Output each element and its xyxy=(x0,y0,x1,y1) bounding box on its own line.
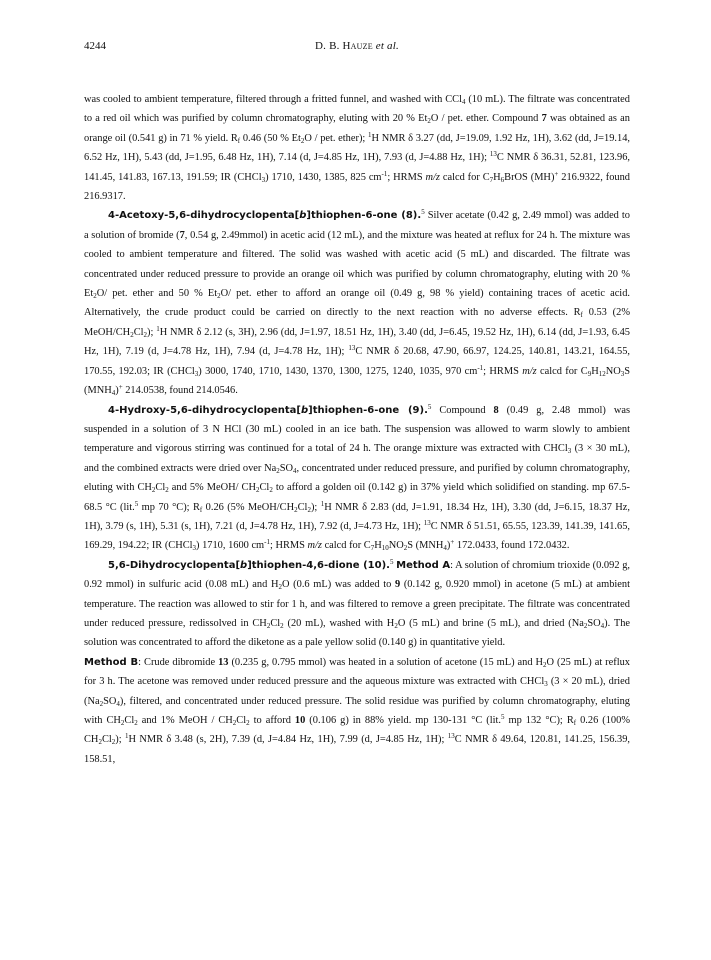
running-header xyxy=(84,40,630,56)
paragraph-compound-8: 4-Acetoxy-5,6-dihydrocyclopenta[b]thiophen-6-one (8).$^5$ Silver acetate (0.42 g, 2.49 mmol) was added to a solution of bromide (7, 0.54 g, 2.49mmol) in acetic acid (12 mL), and the mixture was heated at reflux for 24 h. The mixture was cooled to ambient temperature and filtered. The solid was washed with acetic acid (5 mL) and discarded. The filtrate was concentrated under reduced pressure to provide an orange oil which was purified by column chromatography, eluting with 20 % $Et_2O/$ pet. ether and 50 % $Et_2O/$ pet. ether to afford an orange oil (0.49 g, 98 % yield) containing traces of acetic acid. Alternatively, the crude product could be carried on directly to the next reaction with no adverse effects. $R_f$ 0.53 (2% MeOH/$CH_2Cl_2$); $^1$H NMR δ 2.12 (s, 3H), 2.96 (dd, J=1.97, 18.51 Hz, 1H), 3.40 (dd, J=6.45, 19.52 Hz, 1H), 6.14 (dd, J=1.93, 6.45 Hz, 1H), 7.19 (d, J=4.78 Hz, 1H), 7.94 (d, J=4.78 Hz, 1H); $^{13}$C NMR δ 20.68, 47.90, 66.97, 124.25, 140.81, 143.21, 164.55, 170.55, 192.03; IR (CHCl$_3$) 3000, 1740, 1710, 1430, 1370, 1300, 1275, 1240, 1035, 970 $cm^{-1}$; HRMS m/z calcd for $C_9H_{12}NO_3S$ $(MNH_4)^+$ 214.0538, found 214.0546. xyxy=(84,208,631,398)
paragraph-compound-7-workup: was cooled to ambient temperature, filtered through a fritted funnel, and washed with CCl$_4$ (10 mL). The filtrate was concentrated to a red oil which was purified by column chromatography, eluting with 20 % $Et_2O$ / pet. ether. Compound 7 was obtained as an orange oil (0.541 g) in 71 % yield. $R_f$ 0.46 (50 % $Et_2O$ / pet. ether); $^1$H NMR δ 3.27 (dd, J=19.09, 1.92 Hz, 1H), 3.62 (dd, J=19.14, 6.52 Hz, 1H), 5.43 (dd, J=1.95, 6.48 Hz, 1H), 7.14 (d, J=4.85 Hz, 1H), 7.93 (d, J=4.88 Hz, 1H); $^{13}$C NMR δ 36.31, 52.81, 123.96, 141.45, 141.83, 167.13, 191.59; IR (CHCl$_3$) 1710, 1430, 1385, 825 $cm^{-1}$; HRMS m/z calcd for $C_7H_6BrOS$ (MH)+ 216.9322, found 216.9317. xyxy=(84,94,631,203)
paragraph-compound-10-method-b: Method B: Crude dibromide 13 (0.235 g, 0.795 mmol) was heated in a solution of acetone (15 mL) and $H_2O$ (25 mL) at reflux for 3 h. The acetone was removed under reduced pressure and the aqueous mixture was extracted with CHCl$_3$ (3 × 20 mL), dried $(Na_2SO_4)$, filtered, and concentrated under reduced pressure. The solid residue was purified by column chromatography, eluting with $CH_2Cl_2$ and 1% MeOH / $CH_2Cl_2$ to afford 10 (0.106 g) in 88% yield. mp 130-131 °C (lit.$^5$ mp 132 °C); $R_f$ 0.26 (100% $CH_2Cl_2$); $^1$H NMR δ 3.48 (s, 2H), 7.39 (d, J=4.84 Hz, 1H), 7.99 (d, J=4.85 Hz, 1H); $^{13}$C NMR δ 49.64, 120.81, 141.25, 156.39, 158.51, xyxy=(84,656,630,765)
paragraph-compound-9: 4-Hydroxy-5,6-dihydrocyclopenta[b]thiophen-6-one (9).$^5$ Compound 8 (0.49 g, 2.48 mmol) was suspended in a solution of 3 N HCl (30 mL) cooled in an ice bath. The suspension was allowed to warm slowly to ambient temperature and vigorous stirring was continued for a total of 24 h. The orange mixture was extracted with CHCl$_3$ (3 × 30 mL), and the combined extracts were dried over $Na_2SO_4$, concentrated under reduced pressure, and purified by column chromatography, eluting with $CH_2Cl_2$ and 5% MeOH/ $CH_2Cl_2$ to afford a golden oil (0.142 g) in 37% yield which solidified on standing. mp 67.5-68.5 °C (lit.$^5$ mp 70 °C); $R_f$ 0.26 (5% MeOH/$CH_2Cl_2$); $^1$H NMR δ 2.83 (dd, J=1.91, 18.34 Hz, 1H), 3.30 (dd, J=6.15, 18.37 Hz, 1H), 3.79 (s, 1H), 5.31 (s, 1H), 7.21 (d, J=4.78 Hz, 1H), 7.92 (d, J=4.73 Hz, 1H); $^{13}$C NMR δ 51.51, 65.55, 123.39, 141.39, 141.65, 169.29, 194.22; IR (CHCl$_3$) 1710, 1600 $cm^{-1}$; HRMS m/z calcd for $C_7H_{10}NO_2S$ $(MNH_4)^+$ 172.0433, found 172.0432. xyxy=(84,402,631,553)
page-number: 4244 xyxy=(84,40,106,52)
article-body xyxy=(84,90,630,769)
et-al: et al. xyxy=(375,40,399,52)
running-title xyxy=(84,40,630,52)
author-surname: Hauze xyxy=(342,40,373,52)
author-initials: D. B. xyxy=(315,40,343,52)
paragraph-compound-10-method-a: 5,6-Dihydrocyclopenta[b]thiophen-4,6-dione (10).$^5$ Method A: A solution of chromium trioxide (0.092 g, 0.92 mmol) in sulfuric acid (0.08 mL) and $H_2O$ (0.6 mL) was added to 9 (0.142 g, 0.920 mmol) in acetone (5 mL) at ambient temperature. The reaction was allowed to stir for 1 h, and was filtered to remove a green precipitate. The filtrate was concentrated under reduced pressure, redissolved in $CH_2Cl_2$ (20 mL), washed with $H_2O$ (5 mL) and brine (5 mL), and dried $(Na_2SO_4)$. The solution was concentrated to afford the diketone as a pale yellow solid (0.140 g) in quantitative yield. xyxy=(84,557,631,649)
